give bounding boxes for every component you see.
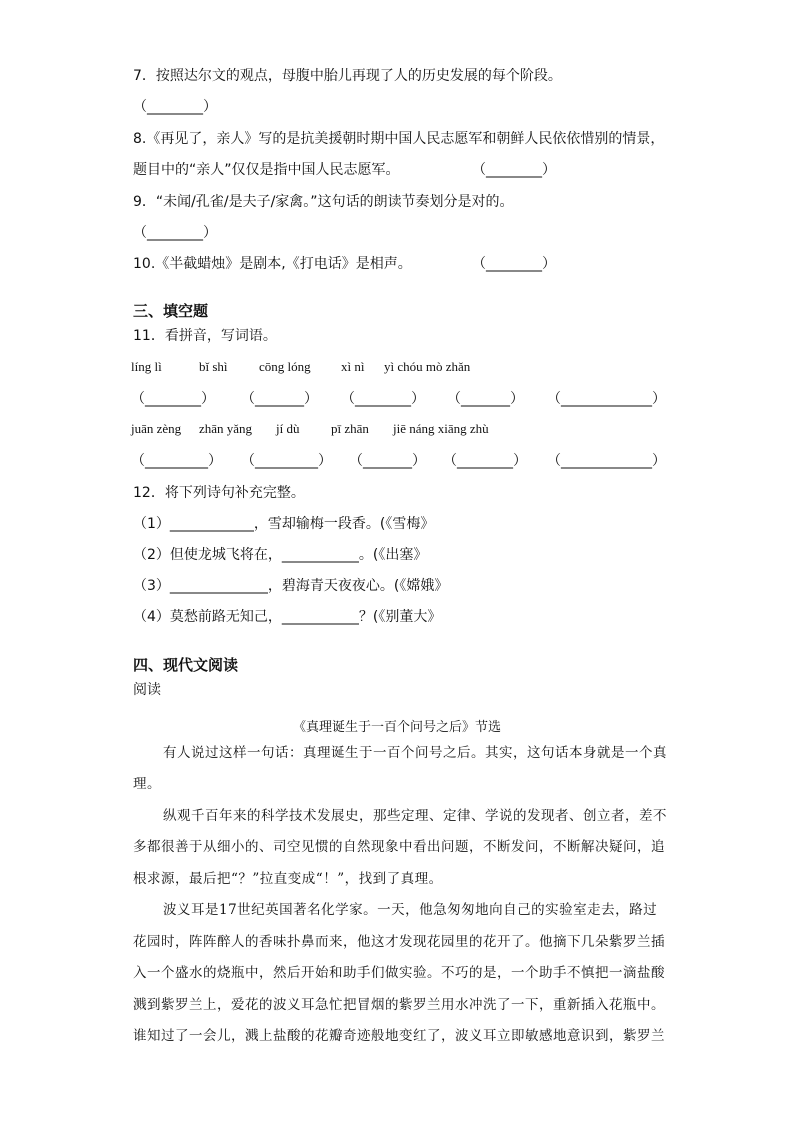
essay-line: 纵观千百年来的科学技术发展史，那些定理、定律、学说的发现者、创立者，差不 bbox=[163, 808, 667, 824]
question-9: 9．“未闻/孔雀/是夫子/家禽。”这句话的朗读节奏划分是对的。 bbox=[133, 194, 514, 210]
pinyin-item: xì nì bbox=[341, 359, 365, 374]
pinyin-item: jiē náng xiāng zhù bbox=[393, 421, 489, 436]
poem-item-1[interactable]: （1）____________，雪却输梅一段香。(《雪梅》 bbox=[133, 516, 435, 532]
section-4-heading: 四、现代文阅读 bbox=[133, 656, 239, 674]
answer-blank[interactable]: （________） bbox=[131, 391, 215, 407]
pinyin-item: juān zèng bbox=[131, 421, 182, 436]
essay-line: 入一个盛水的烧瓶中，然后开始和助手们做实验。不巧的是，一个助手不慎把一滴盐酸 bbox=[133, 965, 665, 981]
poem-item-3[interactable]: （3）______________，碧海青天夜夜心。(《嫦娥》 bbox=[133, 578, 449, 594]
essay-title: 《真理诞生于一百个问号之后》节选 bbox=[292, 720, 501, 735]
pinyin-item: pī zhān bbox=[331, 421, 369, 436]
poem-item-4[interactable]: （4）莫愁前路无知己，___________？(《别董大》 bbox=[133, 609, 442, 625]
pinyin-item: jí dù bbox=[276, 421, 300, 436]
question-7: 7．按照达尔文的观点，母腹中胎儿再现了人的历史发展的每个阶段。 bbox=[133, 68, 562, 84]
question-8-line2: 题目中的“亲人”仅仅是指中国人民志愿军。 bbox=[133, 162, 400, 178]
answer-blank[interactable]: （_________） bbox=[131, 453, 222, 469]
pinyin-item: bǐ shì bbox=[199, 359, 228, 374]
section-4-sub: 阅读 bbox=[133, 682, 161, 698]
answer-blank[interactable]: （_____________） bbox=[547, 453, 666, 469]
essay-line: 理。 bbox=[133, 776, 161, 792]
pinyin-item: cōng lóng bbox=[259, 359, 311, 374]
essay-line: 溅到紫罗兰上，爱花的波义耳急忙把冒烟的紫罗兰用水冲洗了一下，重新插入花瓶中。 bbox=[133, 997, 665, 1013]
essay-line: 有人说过这样一句话：真理诞生于一百个问号之后。其实，这句话本身就是一个真 bbox=[163, 745, 667, 761]
essay-line: 根求源，最后把“？”拉直变成“！”，找到了真理。 bbox=[133, 871, 443, 887]
poem-item-2[interactable]: （2）但使龙城飞将在，___________。(《出塞》 bbox=[133, 547, 428, 563]
answer-blank[interactable]: （_______） bbox=[349, 453, 426, 469]
question-12-prompt: 12．将下列诗句补充完整。 bbox=[133, 485, 305, 501]
answer-blank[interactable]: （_________） bbox=[241, 453, 332, 469]
pinyin-item: yì chóu mò zhǎn bbox=[384, 359, 471, 374]
essay-line: 多都很善于从细小的、司空见惯的自然现象中看出问题，不断发问，不断解决疑问，追 bbox=[133, 839, 665, 855]
question-7-answer-blank[interactable]: （________） bbox=[133, 99, 217, 115]
pinyin-item: zhān yǎng bbox=[199, 421, 253, 436]
essay-line: 花园时，阵阵醉人的香味扑鼻而来，他这才发现花园里的花开了。他摘下几朵紫罗兰插 bbox=[133, 934, 665, 950]
question-8-line1: 8.《再见了，亲人》写的是抗美援朝时期中国人民志愿军和朝鲜人民依依惜别的情景， bbox=[133, 131, 665, 147]
section-3-heading: 三、填空题 bbox=[133, 302, 209, 320]
essay-line: 波义耳是17世纪英国著名化学家。一天，他急匆匆地向自己的实验室走去，路过 bbox=[163, 902, 658, 918]
essay-line: 谁知过了一会儿，溅上盐酸的花瓣奇迹般地变红了，波义耳立即敏感地意识到，紫罗兰 bbox=[133, 1028, 665, 1044]
answer-blank[interactable]: （_______） bbox=[241, 391, 318, 407]
answer-blank[interactable]: （________） bbox=[443, 453, 527, 469]
answer-blank[interactable]: （________） bbox=[341, 391, 425, 407]
question-8-answer-blank[interactable]: （________） bbox=[472, 162, 556, 178]
answer-blank[interactable]: （_____________） bbox=[547, 391, 666, 407]
pinyin-item: líng lì bbox=[131, 359, 162, 374]
question-10: 10.《半截蜡烛》是剧本,《打电话》是相声。 bbox=[133, 256, 412, 272]
question-11-prompt: 11．看拼音，写词语。 bbox=[133, 328, 277, 344]
question-10-answer-blank[interactable]: （________） bbox=[472, 256, 556, 272]
answer-blank[interactable]: （_______） bbox=[447, 391, 524, 407]
question-9-answer-blank[interactable]: （________） bbox=[133, 225, 217, 241]
